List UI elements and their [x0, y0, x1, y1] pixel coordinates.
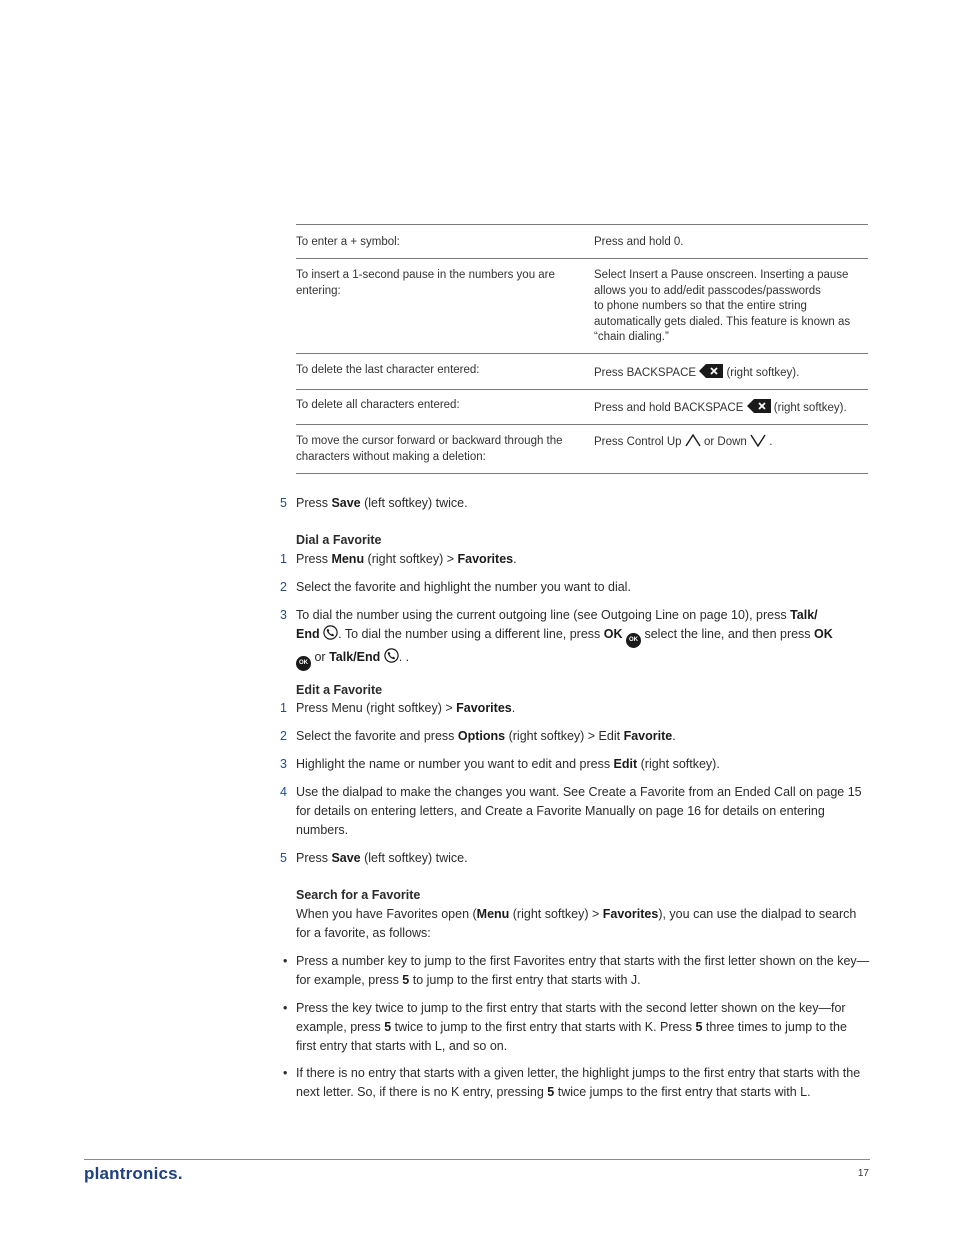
- section-heading-edit: Edit a Favorite: [296, 683, 383, 697]
- how-line: “chain dialing.”: [594, 331, 669, 343]
- table-cell-action: To delete all characters entered:: [296, 390, 594, 425]
- how-text: (right softkey).: [726, 367, 800, 379]
- step-number: 5: [280, 496, 287, 510]
- how-line: allows you to add/edit passcodes/passwords: [594, 284, 821, 297]
- how-text: or Down: [703, 436, 747, 448]
- step-text: Press Save (left softkey) twice.: [296, 851, 468, 865]
- step-number: 1: [280, 701, 287, 715]
- key-actions-table: [296, 224, 868, 474]
- bullet-dot: •: [283, 1001, 288, 1015]
- step-number: 5: [280, 851, 287, 865]
- step-text: Press Menu (right softkey) > Favorites.: [296, 552, 517, 566]
- table-row: [296, 390, 868, 425]
- bullet-text: If there is no entry that starts with a given letter, the highlight jumps to the first entry that starts with the next letter. So, if there is no K entry, pressing 5 twice jumps to the first entry that starts with L.: [296, 1066, 861, 1099]
- table-row: [296, 259, 868, 354]
- table-cell-how: [594, 354, 868, 390]
- step-number: 1: [280, 552, 287, 566]
- page-number: 17: [857, 1168, 869, 1179]
- bullet-text: Press a number key to jump to the first Favorites entry that starts with the first letter shown on the key—for example, press 5 to jump to the first entry that starts with J.: [296, 954, 870, 987]
- backspace-icon: [699, 364, 723, 378]
- table-cell-action: To enter a + symbol:: [296, 225, 594, 259]
- table-cell-how: [594, 425, 868, 474]
- table-cell-action: To delete the last character entered:: [296, 354, 594, 390]
- bullet-dot: •: [283, 954, 288, 968]
- step-number: 4: [280, 785, 287, 799]
- step-text: Press Save (left softkey) twice.: [296, 496, 468, 510]
- footer-divider: [84, 1159, 870, 1160]
- step-text: To dial the number using the current outgoing line (see Outgoing Line on page 10), press Talk/ End . To dial the number using a different line, press OK OK select the line, and then press OK OK or Talk/End . .: [296, 606, 870, 671]
- table-cell-action: To insert a 1-second pause in the numbers you are entering:: [296, 259, 594, 354]
- table-row: [296, 225, 868, 259]
- step-text: Highlight the name or number you want to edit and press Edit (right softkey).: [296, 757, 720, 771]
- step-text: Use the dialpad to make the changes you want. See Create a Favorite from an Ended Call on page 15 for details on entering letters, and Create a Favorite Manually on page 16 for details on entering numbers.: [296, 785, 862, 837]
- search-intro: When you have Favorites open (Menu (right softkey) > Favorites), you can use the dialpad to search for a favorite, as follows:: [296, 907, 857, 940]
- how-line: to phone numbers so that the entire string: [594, 300, 807, 312]
- step-number: 2: [280, 580, 287, 594]
- how-line: Select Insert a Pause onscreen. Inserting a pause: [594, 269, 849, 281]
- ok-icon: OK: [626, 633, 641, 648]
- chevron-up-icon: [685, 434, 701, 447]
- step-number: 3: [280, 608, 287, 622]
- how-text: Press Control Up: [594, 436, 682, 448]
- step-text: Select the favorite and highlight the number you want to dial.: [296, 580, 631, 594]
- section-heading-dial: Dial a Favorite: [296, 533, 382, 547]
- table-cell-how: [594, 259, 868, 354]
- ok-icon: OK: [296, 656, 311, 671]
- table-row: [296, 425, 868, 474]
- table-cell-how: [594, 390, 868, 425]
- bullet-text: Press the key twice to jump to the first entry that starts with the second letter shown on the key—for example, press 5 twice to jump to the first entry that starts with K. Press 5 three times to jump to the first entry that starts with L, and so on.: [296, 1001, 847, 1053]
- step-number: 2: [280, 729, 287, 743]
- backspace-icon: [747, 399, 771, 413]
- phone-icon: [323, 625, 338, 640]
- how-text: Press BACKSPACE: [594, 367, 697, 379]
- table-cell-action: To move the cursor forward or backward through the characters without making a deletion:: [296, 425, 594, 474]
- how-text: .: [769, 436, 773, 448]
- chevron-down-icon: [750, 434, 766, 447]
- table-row: [296, 354, 868, 390]
- plantronics-logo: plantronics.: [84, 1164, 183, 1183]
- table-cell-how: Press and hold 0.: [594, 225, 868, 259]
- step-text: Select the favorite and press Options (right softkey) > Edit Favorite.: [296, 729, 676, 743]
- bullet-dot: •: [283, 1066, 288, 1080]
- phone-icon: [384, 648, 399, 663]
- step-text: Press Menu (right softkey) > Favorites.: [296, 701, 516, 715]
- how-text: (right softkey).: [773, 402, 847, 414]
- section-heading-search: Search for a Favorite: [296, 888, 421, 902]
- how-line: automatically gets dialed. This feature is known as: [594, 315, 851, 328]
- how-text: Press and hold BACKSPACE: [594, 402, 744, 414]
- step-number: 3: [280, 757, 287, 771]
